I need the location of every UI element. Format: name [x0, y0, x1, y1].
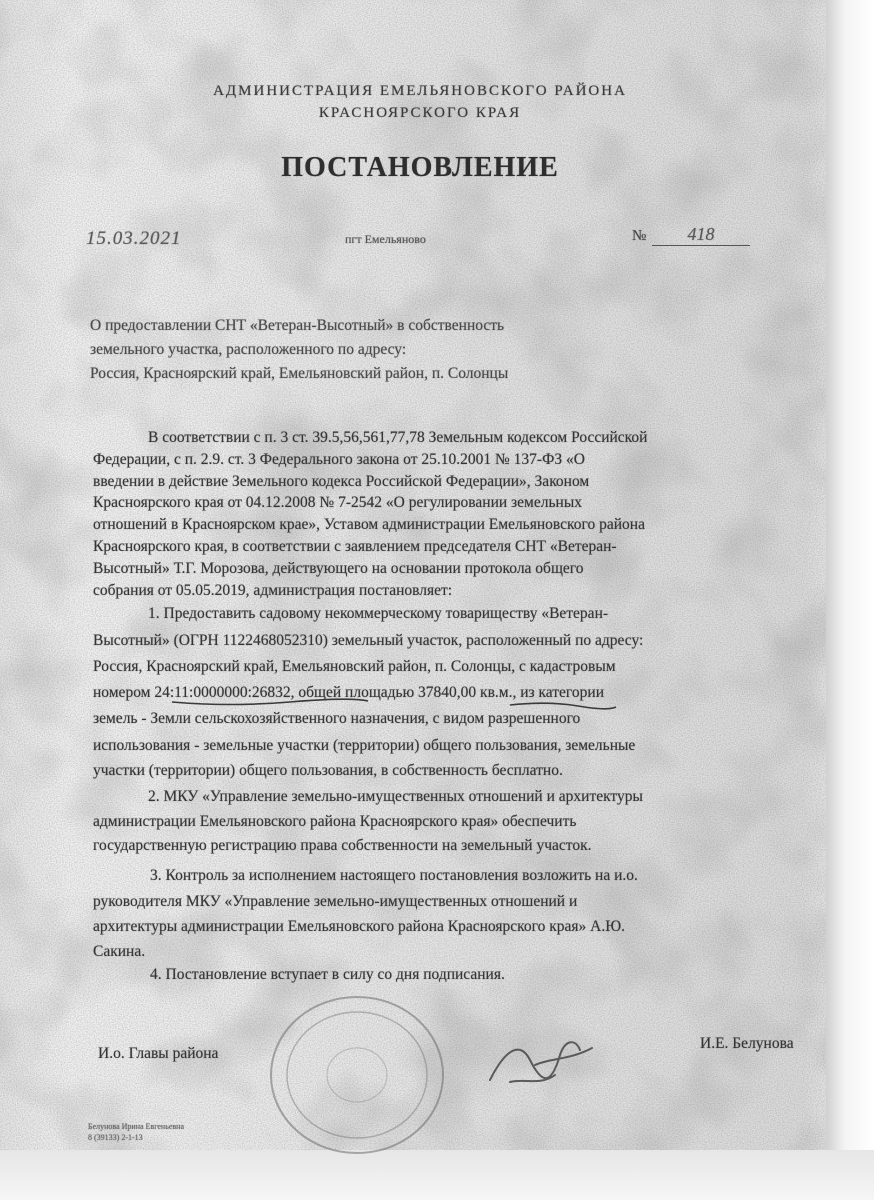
official-seal-stamp	[262, 990, 452, 1160]
cadastral-underline-mark	[170, 696, 370, 708]
agency-name-line1: АДМИНИСТРАЦИЯ ЕМЕЛЬЯНОВСКОГО РАЙОНА	[213, 83, 627, 99]
document-number-label: №	[632, 228, 647, 244]
subject-line: земельного участка, расположенного по адресу:	[90, 341, 407, 358]
body-line: администрации Емельяновского района Красноярского края» обеспечить	[93, 813, 577, 830]
body-line: Федерации, с п. 2.9. ст. 3 Федерального закона от 25.10.2001 № 137-ФЗ «О	[93, 451, 585, 468]
body-line: 3. Контроль за исполнением настоящего постановления возложить на и.о.	[150, 867, 638, 884]
body-line: 2. МКУ «Управление земельно-имущественных отношений и архитектуры	[148, 788, 643, 805]
page-right-edge	[826, 0, 874, 1200]
body-line: Красноярского края от 04.12.2008 № 7-2542 «О регулировании земельных	[93, 494, 582, 511]
document-number-value: 418	[652, 224, 750, 246]
body-line: номером 24:11:0000000:26832, общей площадью 37840,00 кв.м., из категории	[93, 684, 604, 701]
body-line: Красноярского края, в соответствии с заявлением председателя СНТ «Ветеран-	[93, 538, 617, 555]
body-line: 1. Предоставить садовому некоммерческому товариществу «Ветеран-	[148, 605, 609, 622]
body-line: введении в действие Земельного кодекса Российской Федерации», Законом	[93, 473, 590, 490]
body-line: В соответствии с п. 3 ст. 39.5,56,561,77,78 Земельным кодексом Российской	[148, 429, 648, 446]
body-line: участки (территории) общего пользования, в собственность бесплатно.	[93, 762, 563, 779]
executor-phone: 8 (39133) 2-1-13	[88, 1133, 143, 1142]
body-line: Сакина.	[93, 943, 146, 960]
subject-line: Россия, Красноярский край, Емельяновский район, п. Солонцы	[90, 365, 509, 382]
executor-footnote: Белунова Ирина Евгеньевна	[88, 1122, 185, 1131]
body-line: государственную регистрацию права собственности на земельный участок.	[93, 837, 592, 854]
area-underline-mark	[508, 700, 618, 712]
document-date: 15.03.2021	[86, 228, 182, 249]
agency-name-line2: КРАСНОЯРСКОГО КРАЯ	[318, 105, 522, 121]
document-title: ПОСТАНОВЛЕНИЕ	[281, 152, 559, 183]
signatory-position: И.о. Главы района	[98, 1045, 219, 1062]
body-line: собрания от 05.05.2019, администрация постановляет:	[93, 582, 453, 599]
body-line: земель - Земли сельскохозяйственного назначения, с видом разрешенного	[93, 710, 581, 727]
body-line: архитектуры администрации Емельяновского района Красноярского края» А.Ю.	[93, 918, 625, 935]
body-line: использования - земельные участки (территории) общего пользования, земельные	[93, 737, 636, 754]
handwritten-signature	[480, 1020, 600, 1100]
body-line: отношений в Красноярском крае», Уставом администрации Емельяновского района	[93, 516, 645, 533]
subject-line: О предоставлении СНТ «Ветеран-Высотный» в собственность	[90, 317, 505, 334]
body-line: Высотный» (ОГРН 1122468052310) земельный участок, расположенный по адресу:	[93, 632, 644, 649]
body-line: Россия, Красноярский край, Емельяновский район, п. Солонцы, с кадастровым	[93, 658, 616, 675]
body-line: Высотный» Т.Г. Морозова, действующего на основании протокола общего	[93, 560, 584, 577]
body-line: 4. Постановление вступает в силу со дня подписания.	[150, 966, 505, 983]
body-line: руководителя МКУ «Управление земельно-имущественных отношений и	[93, 893, 578, 910]
signatory-name: И.Е. Белунова	[700, 1035, 794, 1052]
document-place: пгт Емельяново	[345, 232, 426, 246]
